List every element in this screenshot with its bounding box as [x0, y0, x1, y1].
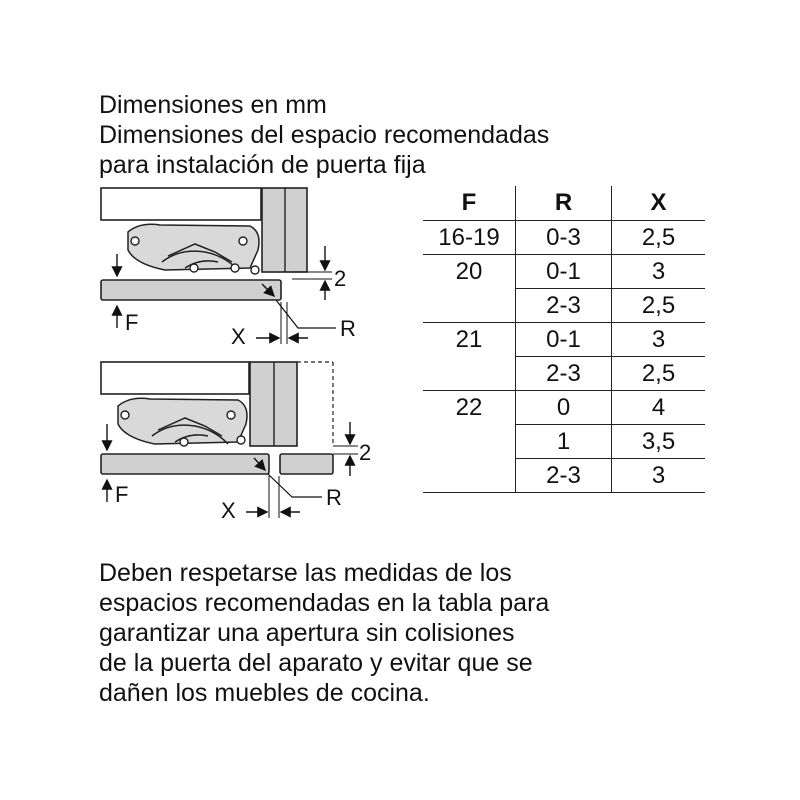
cell-r: 0 [516, 391, 612, 425]
table-row [423, 289, 705, 323]
table-row [423, 221, 705, 255]
cell-f: 21 [455, 325, 483, 353]
cell-f [423, 357, 516, 391]
table-row [423, 459, 705, 493]
heading-line-3: para instalación de puerta fija [99, 151, 426, 179]
cell-x: 2,5 [612, 221, 706, 255]
top-x-label: X [231, 324, 246, 349]
table-row [423, 425, 705, 459]
cell-f: 16-19 [423, 221, 516, 255]
heading-line-2: Dimensiones del espacio recomendadas [99, 121, 550, 149]
table-header-row [423, 186, 705, 221]
bottom-adjacent-door [280, 454, 333, 474]
note-line-3: garantizar una apertura sin colisiones [99, 619, 515, 647]
table-row [423, 255, 705, 289]
cell-r: 0-3 [516, 221, 612, 255]
cell-x: 3 [612, 459, 706, 493]
top-gap-label: 2 [334, 266, 347, 291]
bottom-appliance-door [101, 454, 269, 474]
cell-x: 3 [612, 323, 706, 357]
cell-f: 20 [455, 257, 483, 285]
bottom-hinge-diagram [101, 362, 371, 523]
table-row [423, 391, 705, 425]
header-r: R [516, 186, 612, 221]
cell-f: 22 [455, 393, 483, 421]
bottom-gap-label: 2 [359, 440, 372, 465]
cell-r: 2-3 [516, 459, 612, 493]
cell-x: 3 [612, 255, 706, 289]
cell-r: 2-3 [516, 357, 612, 391]
cell-x: 2,5 [612, 357, 706, 391]
top-hinge-diagram [101, 188, 356, 349]
bottom-r-label: R [326, 485, 342, 510]
cell-r: 0-1 [516, 323, 612, 357]
bottom-f-label: F [115, 482, 129, 507]
top-f-label: F [125, 310, 139, 335]
note-line-2: espacios recomendadas en la tabla para [99, 589, 550, 617]
header-f: F [423, 186, 516, 221]
top-cabinet-top-panel [101, 188, 261, 220]
cell-f [423, 425, 516, 459]
cell-f [423, 289, 516, 323]
bottom-cabinet-top-panel [101, 362, 249, 394]
cell-x: 3,5 [612, 425, 706, 459]
cell-x: 4 [612, 391, 706, 425]
cell-x: 2,5 [612, 289, 706, 323]
table-row [423, 323, 705, 357]
installation-note [99, 558, 549, 708]
table-row [423, 357, 705, 391]
cell-r: 2-3 [516, 289, 612, 323]
note-line-4: de la puerta del aparato y evitar que se [99, 649, 533, 677]
dimension-table [423, 186, 705, 493]
header-x: X [612, 186, 706, 221]
heading-line-1: Dimensiones en mm [99, 91, 327, 119]
cell-r: 1 [516, 425, 612, 459]
bottom-x-label: X [221, 498, 236, 523]
cell-r: 0-1 [516, 255, 612, 289]
top-appliance-door [101, 280, 281, 300]
top-r-label: R [340, 316, 356, 341]
cell-f [423, 459, 516, 493]
note-line-5: dañen los muebles de cocina. [99, 679, 430, 707]
note-line-1: Deben respetarse las medidas de los [99, 559, 512, 587]
